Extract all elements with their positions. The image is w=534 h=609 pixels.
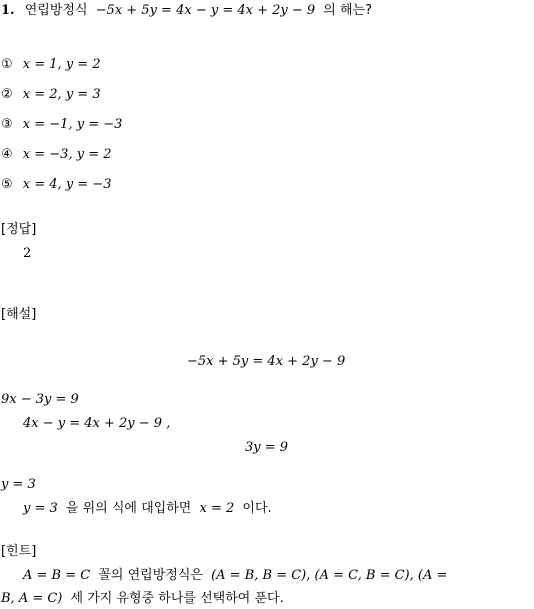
option-mark: ④ [1,147,13,162]
option-text: x = 1, y = 2 [22,57,101,72]
option-5[interactable] [1,177,112,193]
hint-line-1 [23,568,447,584]
option-mark: ① [1,57,13,72]
solution-label: [해설] [1,307,37,322]
hint-l2-text: 세 가지 유형중 하나를 선택하여 푼다. [70,591,284,606]
hint-l1-pairs: (A = B, B = C), (A = C, B = C), (A = [211,568,448,583]
solution-eq6-text: 을 위의 식에 대입하면 [65,501,192,516]
solution-eq5: y = 3 [1,477,36,492]
solution-eq6-math2: x = 2 [199,501,235,516]
hint-l1-text: 꼴의 연립방정식은 [98,568,203,583]
option-1[interactable] [1,57,101,73]
solution-eq6 [23,501,272,517]
solution-eq1: −5x + 5y = 4x + 2y − 9 [187,354,346,369]
option-text: x = 2, y = 3 [22,87,101,102]
option-text: x = −3, y = 2 [22,147,112,162]
option-text: x = 4, y = −3 [22,177,112,192]
option-4[interactable] [1,147,112,163]
hint-l1-math: A = B = C [23,568,91,583]
hint-label: [힌트] [1,544,37,559]
option-mark: ⑤ [1,177,13,192]
hint-line-2 [1,591,284,607]
solution-eq6-end: 이다. [242,501,272,516]
question-prefix: 연립방정식 [24,3,88,18]
option-2[interactable] [1,87,101,103]
solution-eq2: 9x − 3y = 9 [1,392,79,407]
hint-l2-math: B, A = C) [1,591,63,606]
option-3[interactable] [1,117,122,133]
question-line [1,3,372,19]
question-suffix: 의 해는? [323,3,373,18]
answer-label: [정답] [1,222,37,237]
solution-eq4: 3y = 9 [245,440,289,455]
option-mark: ② [1,87,13,102]
option-mark: ③ [1,117,13,132]
question-equation: −5x + 5y = 4x − y = 4x + 2y − 9 [95,3,316,18]
question-number: 1. [1,3,15,18]
option-text: x = −1, y = −3 [22,117,123,132]
solution-eq6-math: y = 3 [23,501,58,516]
answer-value: 2 [23,246,32,261]
solution-eq3: 4x − y = 4x + 2y − 9 , [23,416,171,431]
